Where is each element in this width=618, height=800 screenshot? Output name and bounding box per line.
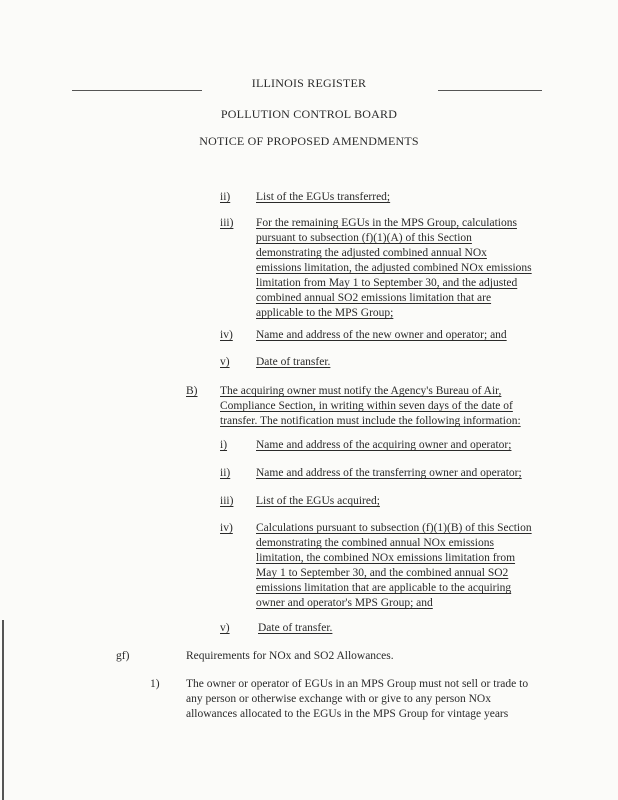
item-label: B): [186, 385, 198, 397]
item-text-line: The acquiring owner must notify the Agency's Bureau of Air,: [220, 385, 502, 397]
item-label: iv): [220, 522, 233, 534]
register-title: ILLINOIS REGISTER: [251, 76, 367, 90]
item-text-line: Requirements for NOx and SO2 Allowances.: [186, 650, 394, 662]
item-label: iii): [220, 495, 234, 507]
item-text-line: List of the EGUs acquired;: [256, 495, 380, 507]
margin-rule: [2, 620, 4, 800]
item-text-line: demonstrating the adjusted combined annual NOx: [256, 247, 487, 259]
item-text-line: Calculations pursuant to subsection (f)(1)(B) of this Section: [256, 522, 532, 534]
item-label: ii): [220, 191, 231, 203]
item-text-line: List of the EGUs transferred;: [256, 191, 391, 203]
item-label: gf): [116, 650, 130, 662]
item-text-line: emissions limitation, the adjusted combined NOx emissions: [256, 262, 532, 274]
item-label: ii): [220, 467, 231, 479]
item-text-line: emissions limitation that are applicable to the acquiring: [256, 582, 512, 594]
item-text-line: Name and address of the acquiring owner and operator;: [256, 439, 512, 451]
item-text-line: any person or otherwise exchange with or give to any person NOx: [186, 693, 491, 705]
notice-title: NOTICE OF PROPOSED AMENDMENTS: [199, 134, 419, 148]
item-label: v): [220, 356, 230, 368]
item-text-line: Date of transfer.: [258, 622, 333, 634]
item-text-line: For the remaining EGUs in the MPS Group, calculations: [256, 217, 517, 229]
board-title: POLLUTION CONTROL BOARD: [220, 107, 398, 121]
item-text-line: applicable to the MPS Group;: [256, 307, 394, 319]
item-text-line: May 1 to September 30, and the combined annual SO2: [256, 567, 509, 579]
item-text-line: Name and address of the new owner and operator; and: [256, 329, 507, 341]
item-text-line: demonstrating the combined annual NOx emissions: [256, 537, 494, 549]
item-text-line: owner and operator's MPS Group; and: [256, 597, 433, 609]
item-label: iii): [220, 217, 234, 229]
item-text-line: Date of transfer.: [256, 356, 331, 368]
item-label: iv): [220, 329, 233, 341]
item-label: v): [220, 622, 230, 634]
item-text-line: pursuant to subsection (f)(1)(A) of this Section: [256, 232, 472, 244]
item-text-line: transfer. The notification must include the following information:: [220, 415, 521, 427]
item-text-line: allowances allocated to the EGUs in the MPS Group for vintage years: [186, 708, 509, 720]
item-label: 1): [150, 678, 160, 690]
item-text-line: limitation, the combined NOx emissions limitation from: [256, 552, 516, 564]
item-text-line: limitation from May 1 to September 30, and the adjusted: [256, 277, 518, 289]
item-text-line: Name and address of the transferring owner and operator;: [256, 467, 522, 479]
item-text-line: The owner or operator of EGUs in an MPS Group must not sell or trade to: [186, 678, 529, 690]
item-label: i): [220, 439, 228, 451]
item-text-line: combined annual SO2 emissions limitation that are: [256, 292, 492, 304]
item-text-line: Compliance Section, in writing within seven days of the date of: [220, 400, 513, 412]
